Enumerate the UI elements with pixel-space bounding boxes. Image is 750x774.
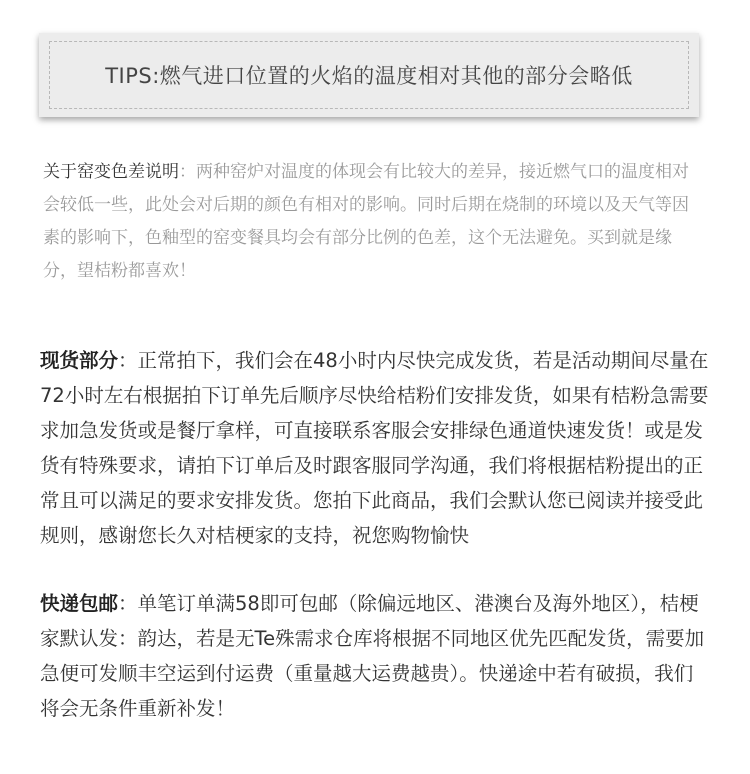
express-body: ：单笔订单满58即可包邮（除偏远地区、港澳台及海外地区），桔梗家默认发：韵达，若是无Te殊需求仓库将根据不同地区优先匹配发货，需要加急便可发顺丰空运到付运费（重量越大运费越贵）。快递途中若有破损，我们将会无条件重新补发！ [40,592,705,720]
tips-dashed-frame [49,41,689,109]
stock-label: 现货部分 [40,349,119,372]
express-section [40,586,712,726]
stock-body: ：正常拍下，我们会在48小时内尽快完成发货，若是活动期间尽量在72小时左右根据拍下订单先后顺序尽快给桔粉们安排发货，如果有桔粉急需要求加急发货或是餐厅拿样，可直接联系客服会安排绿色通道快速发货！或是发货有特殊要求，请拍下订单后及时跟客服同学沟通，我们将根据桔粉提出的正常且可以满足的要求安排发货。您拍下此商品，我们会默认您已阅读并接受此规则，感谢您长久对桔梗家的支持，祝您购物愉快 [40,349,709,547]
stock-section [40,343,712,553]
kiln-note-title: 关于窑变色差说明 [43,162,179,182]
express-label: 快递包邮 [40,592,119,615]
tips-text: TIPS:燃气进口位置的火焰的温度相对其他的部分会略低 [105,64,633,88]
kiln-note-body: ：两种窑炉对温度的体现会有比较大的差异，接近燃气口的温度相对会较低一些，此处会对后期的颜色有相对的影响。同时后期在烧制的环境以及天气等因素的影响下，色釉型的窑变餐具均会有部分比例的色差，这个无法避免。买到就是缘分，望桔粉都喜欢！ [43,162,689,281]
kiln-color-note [43,156,693,288]
tips-banner [39,33,699,117]
